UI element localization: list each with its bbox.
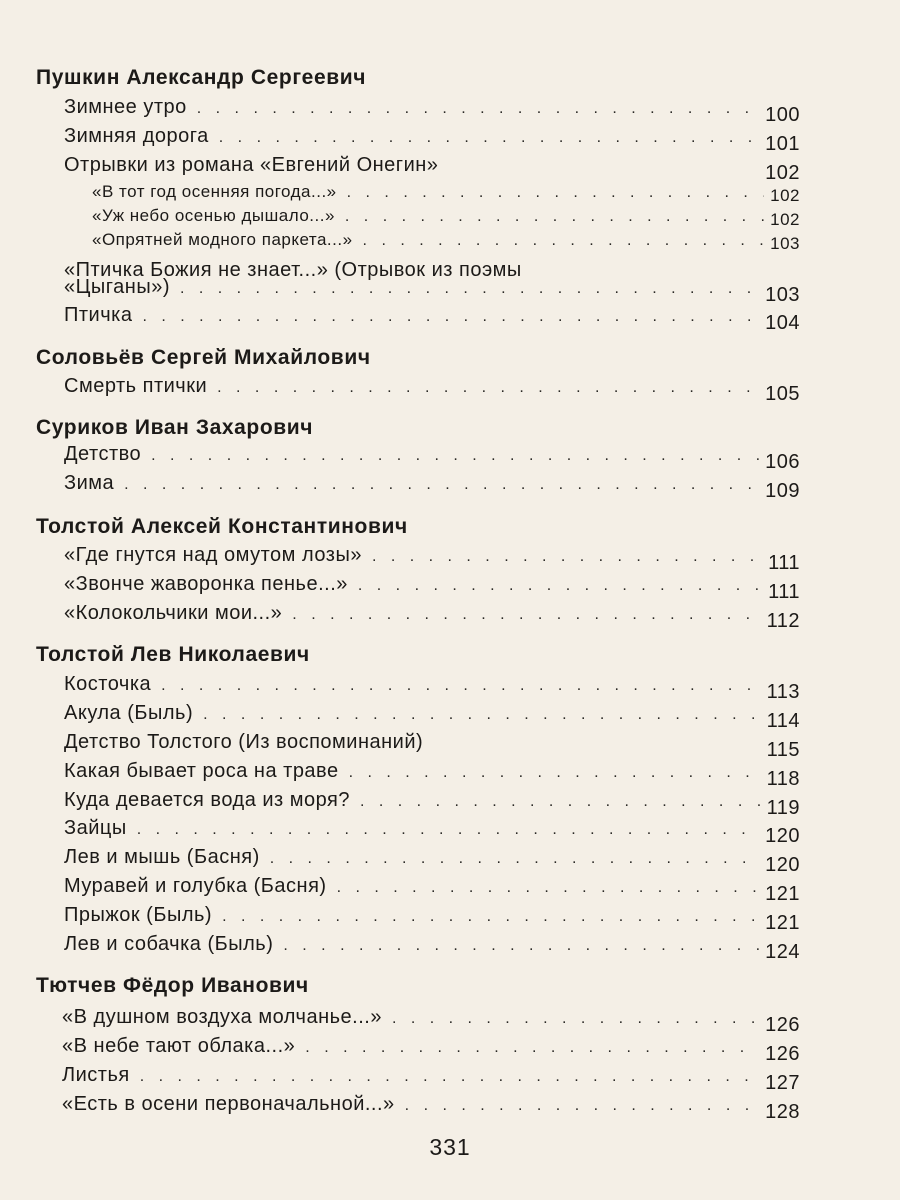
toc-entry [62, 1006, 800, 1036]
leader-dots [151, 447, 759, 465]
entry-page: 126 [765, 1043, 800, 1065]
entry-title: Зимнее утро [64, 96, 187, 118]
leader-dots [292, 606, 760, 624]
entry-page: 102 [770, 210, 800, 229]
leader-dots [161, 677, 760, 695]
entry-title: Лев и собачка (Быль) [64, 933, 274, 955]
leader-dots [363, 232, 765, 250]
entry-page: 103 [770, 234, 800, 253]
entry-title: «В тот год осенняя погода...» [92, 182, 337, 201]
leader-dots [345, 208, 764, 226]
entry-page: 102 [770, 186, 800, 205]
toc-subentry [92, 206, 800, 229]
entry-title: Отрывки из романа «Евгений Онегин» [64, 154, 439, 176]
entry-page: 115 [766, 739, 800, 761]
entry-title: «В душном воздуха молчанье...» [62, 1006, 382, 1028]
leader-dots [405, 1097, 759, 1115]
author-heading: Соловьёв Сергей Михайлович [36, 346, 371, 369]
entry-title: Зима [64, 472, 115, 494]
entry-page: 104 [765, 312, 800, 334]
toc-entry [64, 602, 800, 632]
author-heading: Тютчев Фёдор Иванович [36, 974, 309, 997]
entry-title: «Цыганы») [64, 276, 170, 298]
leader-dots [305, 1039, 759, 1057]
page-number: 331 [429, 1134, 471, 1160]
leader-dots [270, 850, 759, 868]
entry-title: «В небе тают облака...» [62, 1035, 296, 1057]
entry-page: 128 [765, 1101, 800, 1123]
entry-title: «Где гнутся над омутом лозы» [64, 544, 362, 566]
toc-entry [64, 544, 800, 574]
toc-entry [64, 789, 800, 819]
leader-dots [142, 308, 759, 326]
entry-page: 112 [766, 610, 800, 632]
entry-title: Зайцы [64, 817, 127, 839]
toc-entry [64, 375, 800, 405]
author-heading: Пушкин Александр Сергеевич [36, 66, 367, 89]
toc-entry [64, 472, 800, 502]
entry-page: 100 [765, 104, 800, 126]
entry-page: 121 [765, 883, 800, 905]
leader-dots [219, 129, 759, 147]
entry-title: Муравей и голубка (Басня) [64, 875, 327, 897]
entry-page: 113 [766, 681, 800, 703]
leader-dots [360, 793, 761, 811]
entry-page: 114 [766, 710, 800, 732]
toc-entry [64, 125, 800, 155]
toc-entry [64, 673, 800, 703]
entry-page: 106 [765, 451, 800, 473]
toc-subentry [92, 182, 800, 205]
entry-page: 124 [765, 941, 800, 963]
toc-entry [64, 731, 800, 761]
leader-dots [372, 548, 762, 566]
leader-dots [180, 280, 759, 298]
toc-entry [64, 443, 800, 473]
toc-entry [64, 760, 800, 790]
toc-entry [64, 154, 800, 184]
entry-title: Смерть птички [64, 375, 208, 397]
leader-dots [217, 379, 759, 397]
entry-title: Детство Толстого (Из воспоминаний) [64, 731, 424, 753]
entry-title: Лев и мышь (Басня) [64, 846, 260, 868]
entry-title: «Опрятней модного паркета...» [92, 230, 353, 249]
toc-entry [64, 96, 800, 126]
entry-title: Косточка [64, 673, 152, 695]
entry-page: 109 [765, 480, 800, 502]
leader-dots [137, 821, 759, 839]
toc-entry [64, 573, 800, 603]
entry-title: Птичка [64, 304, 133, 326]
entry-page: 103 [765, 284, 800, 306]
toc-entry [62, 1035, 800, 1065]
entry-title: «Уж небо осенью дышало...» [92, 206, 335, 225]
entry-page: 120 [765, 825, 800, 847]
leader-dots [358, 577, 762, 595]
entry-title: Акула (Быль) [64, 702, 194, 724]
entry-page: 101 [765, 133, 800, 155]
leader-dots [222, 908, 759, 926]
toc-entry [62, 1064, 800, 1094]
toc-entry [64, 817, 800, 847]
leader-dots [140, 1068, 759, 1086]
toc-subentry [92, 230, 800, 253]
entry-title: Листья [62, 1064, 130, 1086]
toc-entry [64, 904, 800, 934]
entry-page: 120 [765, 854, 800, 876]
toc-entry [64, 846, 800, 876]
entry-title-line: «Птичка Божия не знает...» (Отрывок из поэмы [64, 259, 522, 281]
entry-page: 102 [765, 162, 800, 184]
leader-dots [283, 937, 759, 955]
author-heading: Толстой Лев Николаевич [36, 643, 310, 666]
leader-dots [124, 476, 759, 494]
entry-page: 121 [765, 912, 800, 934]
leader-dots [349, 764, 761, 782]
toc-entry [64, 875, 800, 905]
toc-entry [64, 933, 800, 963]
leader-dots [337, 879, 760, 897]
toc-entry [64, 702, 800, 732]
entry-title: Куда девается вода из моря? [64, 789, 350, 811]
leader-dots [203, 706, 760, 724]
entry-page: 111 [768, 581, 800, 603]
entry-title: Зимняя дорога [64, 125, 209, 147]
toc-entry [64, 304, 800, 334]
entry-title: «Есть в осени первоначальной...» [62, 1093, 395, 1115]
entry-page: 126 [765, 1014, 800, 1036]
author-heading: Суриков Иван Захарович [36, 416, 314, 439]
entry-page: 119 [766, 797, 800, 819]
entry-page: 127 [765, 1072, 800, 1094]
author-heading: Толстой Алексей Константинович [36, 515, 408, 538]
leader-dots [392, 1010, 759, 1028]
entry-title: Какая бывает роса на траве [64, 760, 339, 782]
toc-entry [62, 1093, 800, 1123]
entry-title: Детство [64, 443, 142, 465]
entry-title: «Колокольчики мои...» [64, 602, 283, 624]
entry-page: 111 [768, 552, 800, 574]
toc-entry [64, 276, 800, 306]
entry-title: Прыжок (Быль) [64, 904, 213, 926]
entry-page: 118 [766, 768, 800, 790]
entry-title: «Звонче жаворонка пенье...» [64, 573, 348, 595]
leader-dots [197, 100, 759, 118]
leader-dots [347, 184, 764, 202]
entry-page: 105 [765, 383, 800, 405]
